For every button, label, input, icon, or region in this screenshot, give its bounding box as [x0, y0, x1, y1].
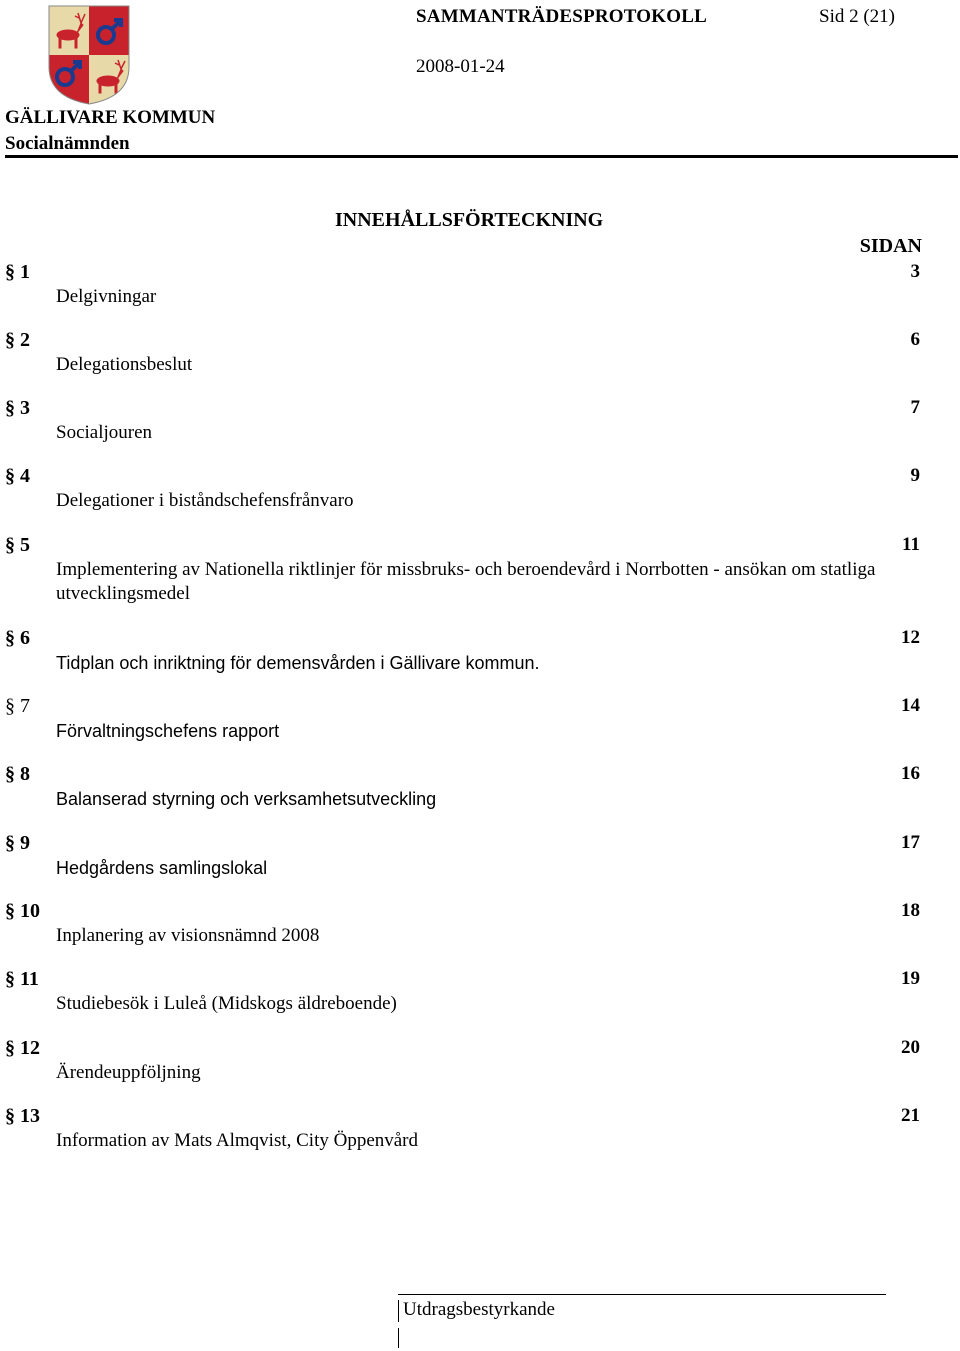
organization-name: GÄLLIVARE KOMMUN: [5, 107, 216, 128]
document-type: SAMMANTRÄDESPROTOKOLL: [416, 6, 707, 27]
entry-title: Ärendeuppföljning: [56, 1062, 201, 1083]
page-ref: 12: [901, 627, 920, 648]
entry-title: Tidplan och inriktning för demensvården i Gällivare kommun.: [56, 653, 540, 673]
footer-bar: [398, 1328, 399, 1348]
section-number: § 1: [5, 261, 30, 283]
entry-title: Hedgårdens samlingslokal: [56, 858, 268, 878]
page-ref: 14: [901, 695, 920, 716]
page-ref: 18: [901, 900, 920, 921]
section-number: § 4: [5, 465, 30, 487]
page-ref: 7: [910, 397, 920, 418]
section-number: § 11: [5, 968, 39, 990]
section-number: § 7: [5, 695, 30, 717]
page-ref: 3: [910, 261, 920, 282]
header-divider: [5, 155, 958, 158]
page-ref: 20: [901, 1037, 920, 1058]
certification-label: Utdragsbestyrkande: [403, 1299, 555, 1320]
page-ref: 6: [910, 329, 920, 350]
entry-title: Inplanering av visionsnämnd 2008: [56, 925, 320, 946]
page-column-header: SIDAN: [859, 235, 922, 257]
entry-title: Balanserad styrning och verksamhetsutveckling: [56, 789, 437, 809]
entry-title: Delegationsbeslut: [56, 354, 193, 375]
section-number: § 5: [5, 534, 30, 556]
page-ref: 11: [902, 534, 920, 555]
entry-title: Information av Mats Almqvist, City Öppenvård: [56, 1130, 419, 1151]
entry-title: Delgivningar: [56, 286, 157, 307]
toc-title: INNEHÅLLSFÖRTECKNING: [335, 209, 604, 231]
entry-title: Delegationer i biståndschefensfrånvaro: [56, 490, 354, 511]
department-name: Socialnämnden: [5, 133, 130, 154]
page-ref: 16: [901, 763, 920, 784]
entry-title: Implementering av Nationella riktlinjer för missbruks- och beroendevård i Norrbotten - ansökan om statliga utvecklingsmedel: [56, 559, 876, 604]
footer-bar: [398, 1300, 399, 1322]
page-ref: 21: [901, 1105, 920, 1126]
entry-title: Studiebesök i Luleå (Midskogs äldreboende): [56, 993, 397, 1014]
section-number: § 13: [5, 1105, 40, 1127]
section-number: § 2: [5, 329, 30, 351]
section-number: § 12: [5, 1037, 40, 1059]
section-number: § 3: [5, 397, 30, 419]
entry-title: Socialjouren: [56, 422, 153, 443]
section-number: § 9: [5, 832, 30, 854]
footer-divider: [398, 1294, 886, 1295]
page-ref: 19: [901, 968, 920, 989]
page-number: Sid 2 (21): [819, 6, 895, 27]
section-number: § 8: [5, 763, 30, 785]
document-date: 2008-01-24: [416, 56, 505, 77]
page-ref: 17: [901, 832, 920, 853]
section-number: § 10: [5, 900, 40, 922]
section-number: § 6: [5, 627, 30, 649]
page-ref: 9: [910, 465, 920, 486]
coat-of-arms-icon: [48, 5, 130, 105]
entry-title: Förvaltningschefens rapport: [56, 721, 280, 741]
